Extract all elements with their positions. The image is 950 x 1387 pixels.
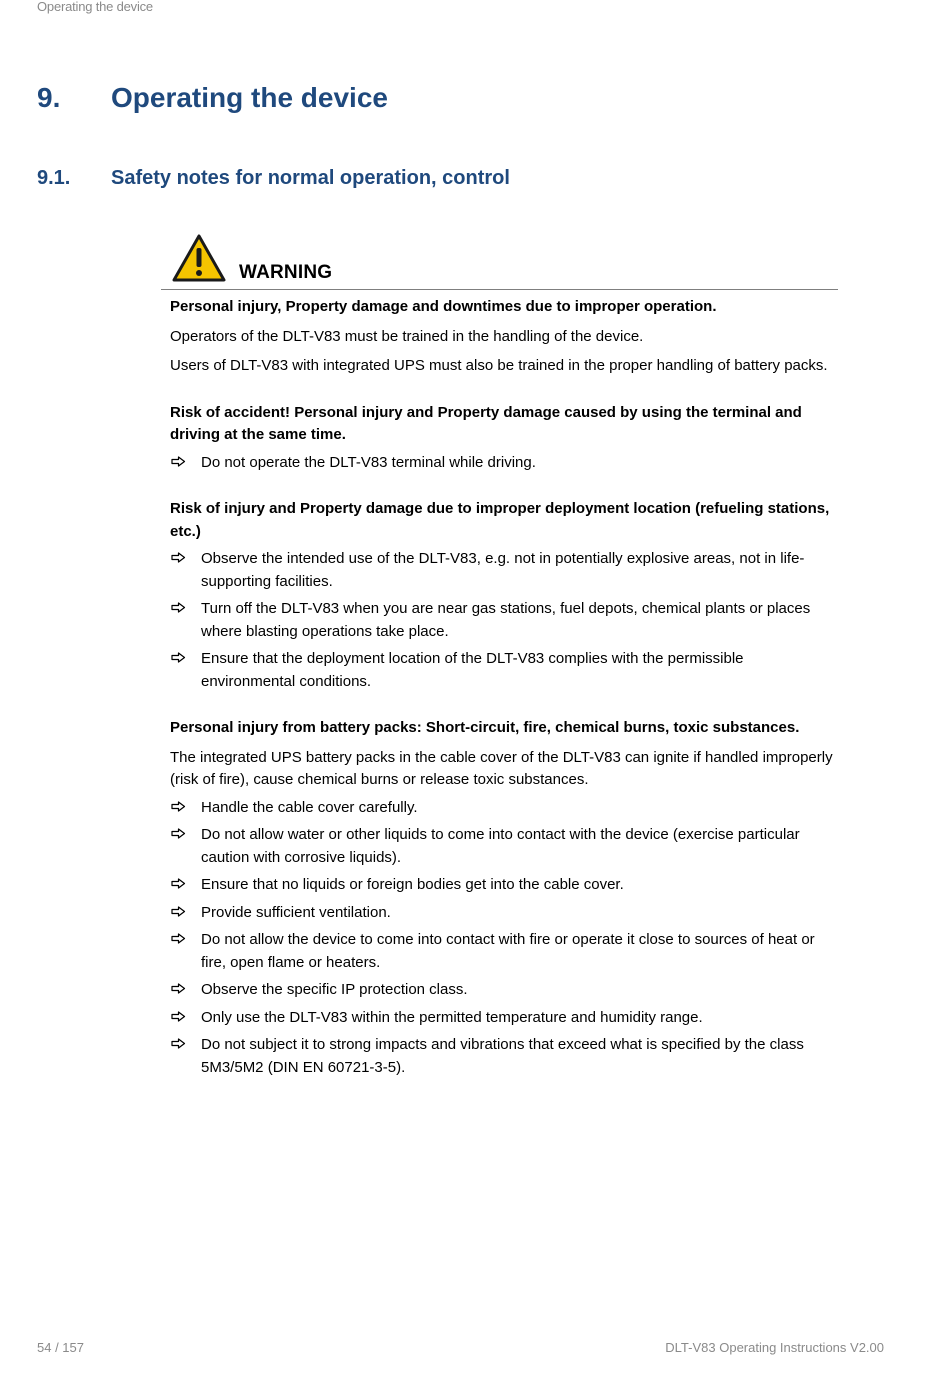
arrow-right-icon <box>171 1011 186 1022</box>
list-item: Only use the DLT-V83 within the permitted temperature and humidity range. <box>170 1007 835 1030</box>
section-title: Safety notes for normal operation, control <box>111 167 510 189</box>
list-item: Turn off the DLT-V83 when you are near gas stations, fuel depots, chemical plants or places where blasting operations take place. <box>170 598 835 643</box>
list-item: Ensure that no liquids or foreign bodies get into the cable cover. <box>170 874 835 897</box>
list-item: Observe the specific IP protection class. <box>170 979 835 1002</box>
arrow-right-icon <box>171 801 186 812</box>
list-item: Do not operate the DLT-V83 terminal while driving. <box>170 452 835 475</box>
section-number: 9.1. <box>37 167 71 189</box>
warning-content <box>170 296 835 1079</box>
block2-list <box>170 452 835 475</box>
chapter-title: Operating the device <box>111 82 388 113</box>
warning-triangle-icon <box>171 233 227 283</box>
list-item: Ensure that the deployment location of the DLT-V83 complies with the permissible environmental conditions. <box>170 648 835 693</box>
page-number: 54 / 157 <box>37 1340 84 1355</box>
arrow-right-icon <box>171 552 186 563</box>
section-heading <box>37 165 510 191</box>
list-item: Do not allow water or other liquids to come into contact with the device (exercise particular caution with corrosive liquids). <box>170 824 835 869</box>
list-item: Provide sufficient ventilation. <box>170 902 835 925</box>
arrow-right-icon <box>171 906 186 917</box>
warning-label: WARNING <box>239 262 333 283</box>
block4-list <box>170 797 835 1080</box>
block3-list <box>170 548 835 693</box>
arrow-right-icon <box>171 828 186 839</box>
running-header: Operating the device <box>37 0 153 14</box>
arrow-right-icon <box>171 983 186 994</box>
arrow-right-icon <box>171 933 186 944</box>
block4-heading: Personal injury from battery packs: Short-circuit, fire, chemical burns, toxic substances. <box>170 719 800 736</box>
arrow-right-icon <box>171 652 186 663</box>
chapter-number: 9. <box>37 82 61 113</box>
arrow-right-icon <box>171 602 186 613</box>
block1-paragraph: Users of DLT-V83 with integrated UPS must also be trained in the proper handling of battery packs. <box>170 357 828 374</box>
block2-heading: Risk of accident! Personal injury and Property damage caused by using the terminal and driving at the same time. <box>170 403 802 443</box>
chapter-heading <box>37 80 388 116</box>
block1-paragraph: Operators of the DLT-V83 must be trained in the handling of the device. <box>170 327 644 345</box>
arrow-right-icon <box>171 456 186 467</box>
block1-heading: Personal injury, Property damage and downtimes due to improper operation. <box>170 298 717 315</box>
warning-header <box>161 230 838 290</box>
block3-heading: Risk of injury and Property damage due to improper deployment location (refueling stations, etc.) <box>170 500 830 540</box>
block4-paragraph: The integrated UPS battery packs in the cable cover of the DLT-V83 can ignite if handled improperly (risk of fire), cause chemical burns or release toxic substances. <box>170 748 833 788</box>
list-item: Do not subject it to strong impacts and vibrations that exceed what is specified by the class 5M3/5M2 (DIN EN 60721-3-5). <box>170 1034 835 1079</box>
list-item: Do not allow the device to come into contact with fire or operate it close to sources of heat or fire, open flame or heaters. <box>170 929 835 974</box>
arrow-right-icon <box>171 878 186 889</box>
list-item: Handle the cable cover carefully. <box>170 797 835 820</box>
list-item: Observe the intended use of the DLT-V83, e.g. not in potentially explosive areas, not in life-supporting facilities. <box>170 548 835 593</box>
document-title: DLT-V83 Operating Instructions V2.00 <box>665 1340 884 1355</box>
arrow-right-icon <box>171 1038 186 1049</box>
